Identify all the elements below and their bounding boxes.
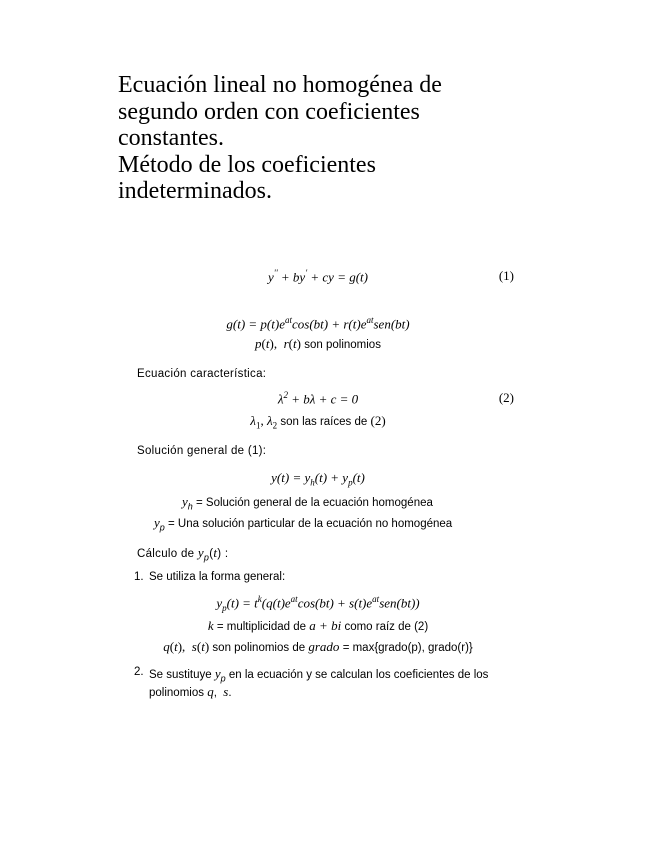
- step-1-number: 1.: [134, 571, 144, 583]
- k-def-text: = multiplicidad de: [216, 621, 307, 633]
- step-2-line1: Se sustituye $y_p$ en la ecuación y se calculan los coeficientes de los: [149, 666, 489, 684]
- char-label: Ecuación característica:: [137, 368, 267, 380]
- calc-label-text: Cálculo de: [137, 548, 195, 560]
- equation-1: y'' + by' + cy = g(t): [268, 268, 368, 285]
- equation-2-number: (2): [498, 390, 514, 405]
- k-def-tail: como raíz de (2): [344, 621, 429, 633]
- yp-definition: $y_p$ = Una solución particular de la ecuación no homogénea: [154, 515, 453, 533]
- qs-def-max: = max{grado(p), grado(r)}: [342, 642, 473, 654]
- equation-2: $\lambda^2 + b\lambda + c = 0$: [277, 390, 359, 407]
- roots-note: $\lambda_1$, $\lambda_2$ son las raíces de (2): [250, 413, 386, 431]
- qs-definition: q(t), s(t) son polinomios de grado = max{grado(p), grado(r)}: [163, 639, 473, 654]
- title-line: constantes.: [118, 125, 224, 151]
- k-symbol: k: [207, 618, 214, 633]
- yh-definition-text: = Solución general de la ecuación homogénea: [196, 497, 433, 509]
- g-definition: $g(t) = p(t)e^{at}\cos(bt) + r(t)e^{at}sen(bt)$: [226, 315, 410, 332]
- page-title: [118, 72, 538, 205]
- g-note: p(t), r(t) son polinomios: [255, 336, 381, 351]
- qs-def-text: son polinomios de: [212, 642, 306, 654]
- calc-label: Cálculo de $y_p(t)$ :: [137, 545, 229, 563]
- step-2-text-b: en la ecuación y se calculan los coeficientes de los: [228, 669, 489, 681]
- title-line: indeterminados.: [118, 178, 272, 204]
- step-2-text: Se sustituye: [149, 669, 212, 681]
- k-definition: [118, 618, 518, 634]
- yh-definition: $y_h$ = Solución general de la ecuación homogénea: [182, 494, 433, 512]
- k-def-expr: a + bi: [309, 618, 342, 633]
- title-line: Ecuación lineal no homogénea de: [118, 72, 442, 98]
- equation-1-number: (1): [498, 268, 514, 283]
- yp-definition-text: = Una solución particular de la ecuación no homogénea: [168, 518, 453, 530]
- step-2-number: 2.: [134, 666, 144, 678]
- title-line: segundo orden con coeficientes: [118, 98, 420, 125]
- general-label: Solución general de (1):: [137, 445, 267, 457]
- title-line: Método de los coeficientes: [118, 151, 376, 178]
- general-solution: $y(t) = y_h(t) + y_p(t)$: [271, 470, 365, 488]
- yp-form: $y_p(t) = t^k(q(t)e^{at}\cos(bt) + s(t)e^{at}sen(bt))$: [216, 594, 420, 613]
- step-2-line2: polinomios q, s.: [149, 684, 232, 699]
- step-2-text-c: polinomios: [149, 687, 204, 699]
- qs-def-grado: grado: [308, 639, 340, 654]
- step-1-text: Se utiliza la forma general:: [149, 571, 286, 583]
